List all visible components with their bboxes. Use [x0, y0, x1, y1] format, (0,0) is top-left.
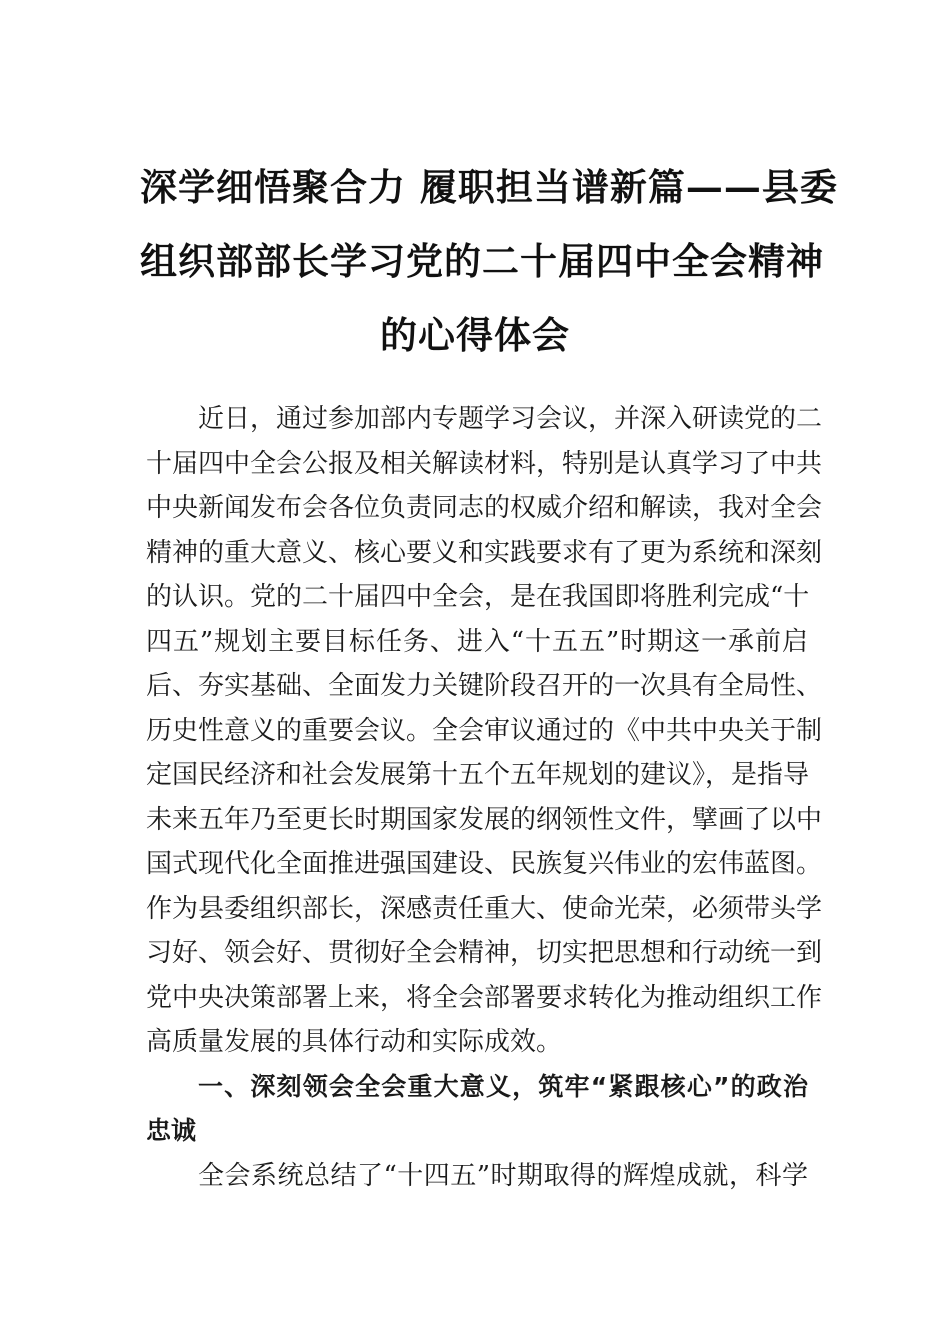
title-line: 组织部部长学习党的二十届四中全会精神 [140, 239, 824, 283]
paragraph-line: 近日，通过参加部内专题学习会议，并深入研读党的二 [198, 404, 823, 434]
intro-paragraph [146, 397, 823, 1065]
heading-line: 忠诚 [146, 1116, 197, 1145]
paragraph-line: 历史性意义的重要会议。全会审议通过的《中共中央关于制 [146, 715, 823, 746]
paragraph-line: 定国民经济和社会发展第十五个五年规划的建议》，是指导 [146, 760, 810, 790]
paragraph-line: 高质量发展的具体行动和实际成效。 [146, 1027, 563, 1057]
paragraph-line: 四五”规划主要目标任务、进入“十五五”时期这一承前启 [146, 626, 808, 657]
paragraph-line: 作为县委组织部长，深感责任重大、使命光荣，必须带头学 [146, 893, 823, 924]
paragraph-line: 全会系统总结了“十四五”时期取得的辉煌成就，科学 [198, 1160, 808, 1191]
paragraph-line: 中央新闻发布会各位负责同志的权威介绍和解读，我对全会 [146, 493, 823, 523]
paragraph-line: 精神的重大意义、核心要义和实践要求有了更为系统和深刻 [146, 537, 823, 568]
paragraph-line: 十届四中全会公报及相关解读材料，特别是认真学习了中共 [146, 448, 823, 479]
paragraph-line: 国式现代化全面推进强国建设、民族复兴伟业的宏伟蓝图。 [146, 849, 823, 879]
title-line: 的心得体会 [380, 313, 570, 357]
paragraph-line: 后、夯实基础、全面发力关键阶段召开的一次具有全局性、 [146, 671, 823, 701]
paragraph-line: 党中央决策部署上来，将全会部署要求转化为推动组织工作 [146, 982, 823, 1013]
paragraph-line: 习好、领会好、贯彻好全会精神，切实把思想和行动统一到 [146, 938, 823, 968]
paragraph-line: 的认识。党的二十届四中全会，是在我国即将胜利完成“十 [146, 582, 810, 612]
section-heading [146, 1065, 808, 1154]
document-title [140, 150, 838, 372]
document-body [146, 397, 823, 1198]
heading-line: 一、深刻领会全会重大意义，筑牢“紧跟核心”的政治 [198, 1071, 808, 1101]
paragraph-line: 未来五年乃至更长时期国家发展的纲领性文件，擘画了以中 [146, 804, 823, 835]
title-line: 深学细悟聚合力 履职担当谱新篇——县委 [140, 165, 838, 209]
section-paragraph [146, 1154, 808, 1199]
